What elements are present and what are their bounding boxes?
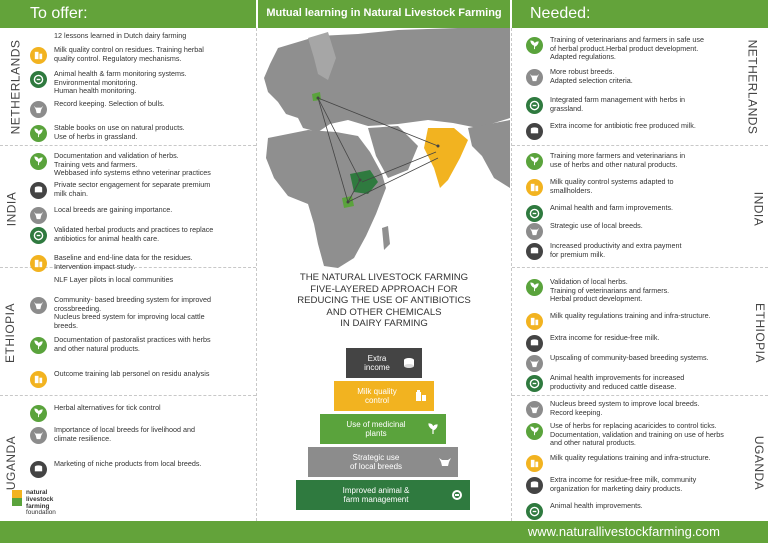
offer-item-line: Use of herbs in grassland. [54,131,138,141]
pyramid-title [262,272,506,330]
offer-item-line: breeds. [54,320,78,330]
needed-item-line: and other natural products. [550,438,636,448]
needed-item [526,374,736,392]
pyramid-title-line-1: THE NATURAL LIVESTOCK FARMING [299,272,469,283]
needed-item-line: Validation of local herbs. [550,277,628,286]
offer-header [0,0,256,28]
country-label-india-needed: INDIA [751,191,766,227]
offer-item [30,404,240,422]
offer-item-line: Stable books on use on natural products. [54,123,185,132]
cycle-arrows-icon [526,205,543,222]
needed-item-text [550,278,669,304]
milk-bottle-icon [30,371,47,388]
offer-item [30,124,240,142]
offer-item-line: crossbreeding. [54,303,102,313]
offer-item [30,276,240,294]
logo-line-2: livestock [26,495,54,503]
needed-item [526,68,736,86]
cycle-arrows-icon [526,97,543,114]
offer-item-line: Training vets and farmers. [54,159,138,169]
needed-item [526,400,736,418]
coins-icon [402,357,416,369]
needed-item [526,242,736,260]
layer-3-label-b: plants [365,429,387,438]
offer-item-text [54,404,161,413]
needed-item-text [550,178,673,195]
cycle-arrows-icon [526,375,543,392]
world-map [258,28,510,268]
offer-item-text [54,296,211,330]
offer-item-line: Environmental monitoring. [54,77,138,87]
needed-item-line: Herbal product development. [550,294,643,304]
needed-item-text [550,68,633,85]
cow-head-icon [30,297,47,314]
needed-item-line: Adapted regulations. [550,52,616,62]
offer-item-text [54,336,211,353]
coins-icon [526,477,543,494]
offer-item-text [54,70,187,96]
needed-item [526,334,736,352]
needed-item [526,36,736,62]
offer-item-text [54,426,195,443]
needed-item-line: More robust breeds. [550,67,615,76]
offer-item-text [54,460,201,469]
offer-item [30,46,240,64]
offer-item [30,100,240,118]
layer-4-label-a: Strategic use [352,452,400,462]
needed-item-line: Nucleus breed system to improve local breeds. [550,399,700,408]
needed-item-line: Milk quality regulations training and infra-structure. [550,453,711,462]
offer-item [30,254,240,272]
country-label-netherlands-needed: NETHERLANDS [745,39,760,135]
offer-item-line: Marketing of niche products from local breeds. [54,459,202,468]
logo-line-1: natural [26,489,48,496]
herb-leaf-icon [526,279,543,296]
pyramid-layer-extra-income [346,348,422,378]
needed-item-line: Extra income for residue-free milk, community [550,475,697,484]
offer-item-line: Animal health & farm monitoring systems. [54,69,187,78]
offer-item [30,226,240,244]
offer-title: To offer: [30,5,88,22]
offer-item-text [54,206,172,215]
layer-5-label-a: Improved animal & [342,485,410,495]
offer-item-line: Documentation and validation of herbs. [54,151,179,160]
needed-item [526,122,736,140]
needed-item-text [550,400,699,417]
herb-leaf-icon [30,125,47,142]
coins-icon [526,243,543,260]
offer-item-text [54,46,204,63]
needed-item [526,152,736,170]
needed-item-line: Extra income for residue-free milk. [550,333,660,342]
offer-item-line: 12 lessons learned in Dutch dairy farming [54,31,187,40]
offer-item-line: Herbal alternatives for tick control [54,403,161,412]
layer-1-label-a: Extra [367,353,387,363]
country-label-ethiopia: ETHIOPIA [3,302,18,364]
layer-5-label-b: farm management [343,495,409,504]
layer-2-label-a: Milk quality [357,386,397,396]
needed-item-text [550,242,681,259]
needed-item [526,178,736,196]
needed-item-line: for premium milk. [550,249,606,259]
needed-item-text [550,204,673,213]
needed-item-line: Training of veterinarians and farmers in safe use [550,35,704,44]
offer-item-text [54,370,209,379]
needed-title: Needed: [530,5,591,22]
herb-leaf-icon [30,337,47,354]
pyramid-layer-milk-quality [334,381,434,411]
offer-item [30,336,240,354]
cow-head-icon [526,401,543,418]
offer-item-line: Human health monitoring. [54,86,137,96]
cow-head-icon [526,355,543,372]
needed-item [526,278,736,304]
needed-item-line: of herbal product.Herbal product development. [550,43,699,53]
needed-item-line: Training more farmers and veterinarians in [550,151,686,160]
needed-item-text [550,222,643,231]
needed-item [526,422,736,448]
cycle-arrows-icon [450,489,464,501]
cow-logo-icon [12,490,22,506]
offer-item-line: Community- based breeding system for improved [54,295,211,304]
cycle-arrows-icon [30,227,47,244]
offer-item-text [54,254,193,271]
needed-item-text [550,36,704,62]
pyramid-title-line-2: FIVE-LAYERED APPROACH FOR [310,283,458,295]
cycle-arrows-icon [30,71,47,88]
needed-item-text [550,152,685,169]
needed-item-line: Strategic use of local breeds. [550,221,643,230]
cow-head-icon [526,223,543,240]
needed-item-line: Animal health and farm improvements. [550,203,674,212]
needed-item-line: Training of veterinarians and farmers. [550,285,670,295]
offer-item [30,460,240,478]
nlf-logo [12,490,56,517]
offer-item [30,206,240,224]
needed-item-line: Use of herbs for replacing acaricides to control ticks. [550,421,717,430]
offer-item-line: Webbased info systems ethno veterinar practices [54,168,211,178]
country-label-ethiopia-needed: ETHIOPIA [752,302,767,364]
country-label-uganda-needed: UGANDA [751,435,766,491]
needed-item-line: grassland. [550,103,584,113]
needed-item-text [550,334,659,343]
needed-item-line: Extra income for antibiotic free produced milk. [550,121,696,130]
needed-item-line: organization for marketing dairy products. [550,483,683,493]
country-label-netherlands: NETHERLANDS [8,39,23,135]
offer-item-line: Milk quality control on residues. Training herbal [54,45,204,54]
layer-3-label-a: Use of medicinal [346,419,406,429]
milk-bottle-icon [414,390,428,402]
offer-item-line: Baseline and end-line data for the residues. [54,253,193,262]
needed-item-line: Milk quality control systems adapted to [550,177,674,186]
country-label-uganda: UGANDA [4,435,19,491]
offer-item [30,370,240,388]
cow-head-icon [526,69,543,86]
cow-head-icon [438,456,452,468]
herb-leaf-icon [526,37,543,54]
cow-head-icon [30,101,47,118]
offer-item-line: Importance of local breeds for livelihood and [54,425,196,434]
milk-bottle-icon [526,179,543,196]
needed-item [526,312,736,330]
needed-header [512,0,768,28]
pyramid-title-line-3: REDUCING THE USE OF ANTIBIOTICS [297,295,471,307]
offer-item-text [54,226,213,243]
offer-item-line: NLF Layer pilots in local communities [54,275,174,284]
coins-icon [30,182,47,199]
pyramid-title-line-5: IN DAIRY FARMING [340,318,428,330]
coins-icon [526,335,543,352]
needed-item-line: Adapted selection criteria. [550,75,633,85]
needed-item-text [550,502,643,511]
herb-leaf-icon [526,423,543,440]
offer-item [30,181,240,199]
needed-item-line: Record keeping. [550,407,603,417]
needed-item-line: Animal health improvements for increased [550,373,685,382]
needed-item-text [550,454,711,463]
offer-item-text [54,100,165,109]
pyramid-layer-medicinal-plants [320,414,446,444]
herb-leaf-icon [30,405,47,422]
needed-item-line: Increased productivity and extra payment [550,241,682,250]
layer-1-label-b: income [364,363,390,372]
offer-item-line: Validated herbal products and practices to replace [54,225,214,234]
offer-item [30,426,240,444]
layer-2-label-b: control [364,396,389,405]
layer-4-label-b: of local breeds [349,462,403,471]
europe-asia-landmass [264,28,510,132]
needed-item-text [550,122,696,131]
logo-line-3: farming [26,502,50,510]
offer-item [30,70,240,96]
offer-item-text [54,32,186,41]
needed-item-text [550,312,711,321]
offer-item-text [54,181,210,198]
milk-bottle-icon [30,47,47,64]
footer-bar [0,521,768,543]
needed-item [526,354,736,372]
herb-leaf-icon [426,423,440,435]
needed-item-line: Animal health improvements. [550,501,643,510]
center-header [258,0,510,28]
needed-item-text [550,476,696,493]
needed-item-line: use of herbs and other natural products. [550,159,678,169]
country-label-india: INDIA [4,191,19,227]
needed-item-line: Documentation, validation and training on use of herbs [550,429,724,439]
offer-item-line: Record keeping. Selection of bulls. [54,99,165,108]
offer-item-line: Outcome training lab personel on residu analysis [54,369,210,378]
cycle-arrows-icon [526,503,543,520]
offer-item-text [54,276,173,285]
logo-line-4: foundation [26,509,56,517]
website-link[interactable]: www.naturallivestockfarming.com [527,524,720,539]
needed-item [526,96,736,114]
milk-bottle-icon [30,255,47,272]
needed-item-line: Upscaling of community-based breeding systems. [550,353,709,362]
offer-item-line: Documentation of pastoralist practices with herbs [54,335,211,344]
cow-head-icon [30,207,47,224]
pyramid-layer-animal-management [296,480,470,510]
needed-item-text [550,374,684,391]
bullet-icon [30,277,47,294]
offer-item-line: Local breeds are gaining importance. [54,205,173,214]
offer-item-line: Nucleus breed system for improving local cattle [54,312,205,322]
needed-item-line: productivity and reduced cattle disease. [550,381,677,391]
pyramid-layer-local-breeds [308,447,458,477]
milk-bottle-icon [526,313,543,330]
offer-item-text [54,124,185,141]
offer-item-line: milk chain. [54,188,88,198]
offer-item-text [54,152,211,178]
left-divider [256,28,257,521]
center-title: Mutual learning in Natural Livestock Farming [266,7,502,19]
offer-item-line: quality control. Regulatory mechanisms. [54,53,182,63]
needed-item-text [550,422,724,448]
needed-item-text [550,96,685,113]
pyramid-title-line-4: AND OTHER CHEMICALS [326,306,442,318]
offer-item-line: antibiotics for animal health care. [54,233,160,243]
cow-head-icon [30,427,47,444]
needed-item [526,454,736,472]
offer-item [30,296,240,330]
offer-item-line: Private sector engagement for separate premium [54,180,211,189]
herb-leaf-icon [30,153,47,170]
offer-item-line: and other natural products. [54,343,140,353]
needed-item [526,222,736,240]
needed-item-text [550,354,709,363]
needed-item-line: Milk quality regulations training and infra-structure. [550,311,711,320]
herb-leaf-icon [526,153,543,170]
coins-icon [526,123,543,140]
needed-item-line: smallholders. [550,185,593,195]
coins-icon [30,461,47,478]
milk-bottle-icon [526,455,543,472]
offer-item-line: climate resilience. [54,433,112,443]
offer-item [30,152,240,178]
needed-item [526,502,736,520]
needed-item-line: Integrated farm management with herbs in [550,95,686,104]
needed-item [526,204,736,222]
offer-item-line: Intervention impact study. [54,261,136,271]
needed-item [526,476,736,494]
